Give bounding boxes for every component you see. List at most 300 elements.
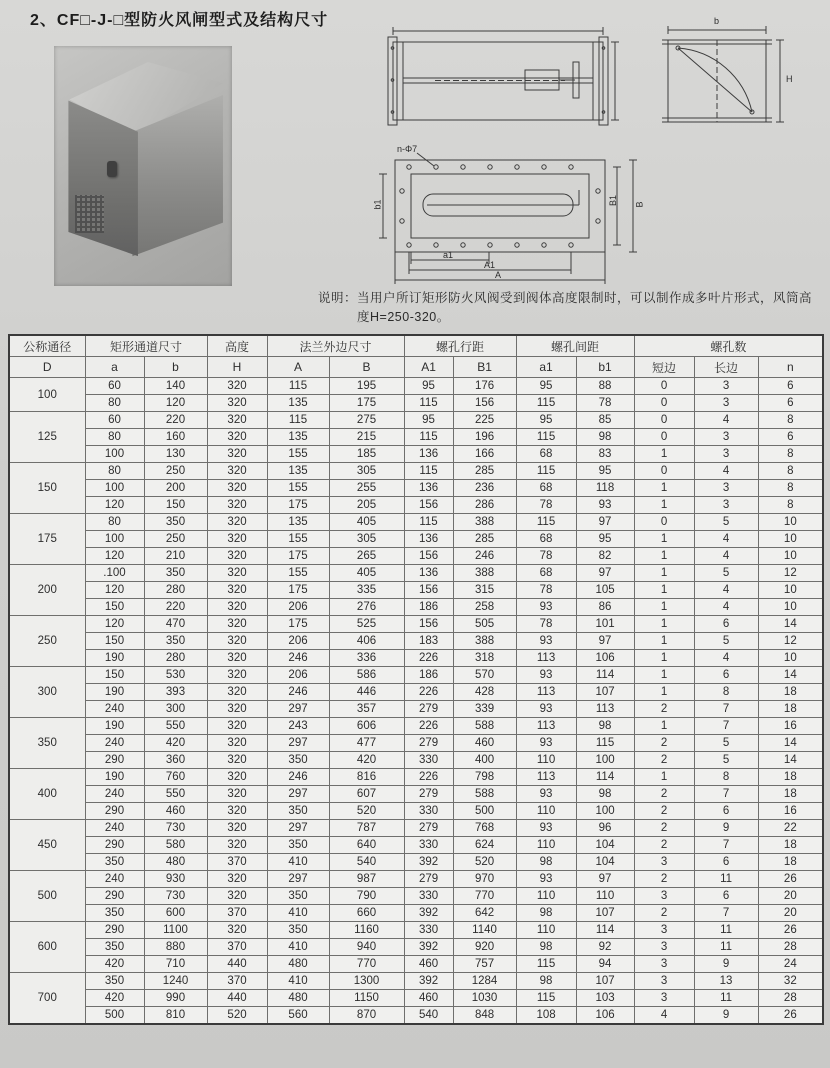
table-cell: 6	[758, 429, 823, 446]
table-cell: 95	[404, 378, 453, 395]
table-cell: 3	[634, 922, 694, 939]
table-cell: 100	[85, 480, 144, 497]
table-cell: 757	[453, 956, 516, 973]
table-cell: 3	[694, 395, 758, 412]
table-cell: 768	[453, 820, 516, 837]
table-cell: 500	[85, 1007, 144, 1025]
table-cell: 243	[267, 718, 329, 735]
table-cell: 477	[329, 735, 404, 752]
table-cell: 93	[516, 820, 576, 837]
table-cell: 136	[404, 480, 453, 497]
table-cell: 2	[634, 871, 694, 888]
table-cell: 78	[516, 497, 576, 514]
header-A1: A1	[404, 357, 453, 378]
table-row	[9, 803, 823, 820]
table-cell: 848	[453, 1007, 516, 1025]
table-cell: 115	[516, 395, 576, 412]
table-cell: 320	[207, 701, 267, 718]
flange-dim-a1-label: a1	[443, 250, 454, 260]
table-cell: 560	[267, 1007, 329, 1025]
table-cell: 10	[758, 514, 823, 531]
table-cell: 240	[85, 735, 144, 752]
table-cell: 3	[634, 854, 694, 871]
table-cell: 420	[144, 735, 207, 752]
header-long-side: 长边	[694, 357, 758, 378]
table-cell: 520	[453, 854, 516, 871]
table-row	[9, 1007, 823, 1025]
table-cell: 113	[516, 769, 576, 786]
table-cell: 94	[576, 956, 634, 973]
table-cell: 250	[144, 463, 207, 480]
table-cell: 115	[516, 956, 576, 973]
table-cell: 246	[267, 684, 329, 701]
table-cell: 95	[576, 463, 634, 480]
table-cell: 12	[758, 633, 823, 650]
table-cell: 550	[144, 786, 207, 803]
table-cell: 320	[207, 837, 267, 854]
table-cell: 135	[267, 429, 329, 446]
diameter-cell: 150	[9, 463, 85, 514]
flange-dim-B-label: B	[634, 201, 645, 208]
table-cell: 255	[329, 480, 404, 497]
table-cell: 320	[207, 429, 267, 446]
table-cell: 0	[634, 378, 694, 395]
table-cell: 580	[144, 837, 207, 854]
diameter-cell: 200	[9, 565, 85, 616]
table-cell: 1	[634, 616, 694, 633]
table-cell: 110	[576, 888, 634, 905]
table-cell: 97	[576, 514, 634, 531]
table-cell: 196	[453, 429, 516, 446]
table-cell: 190	[85, 718, 144, 735]
table-cell: 175	[267, 616, 329, 633]
table-cell: 1	[634, 497, 694, 514]
table-row	[9, 378, 823, 395]
table-cell: 305	[329, 463, 404, 480]
table-cell: 98	[516, 939, 576, 956]
table-cell: 320	[207, 531, 267, 548]
table-cell: 155	[267, 531, 329, 548]
table-cell: 297	[267, 871, 329, 888]
table-cell: 97	[576, 871, 634, 888]
table-cell: 320	[207, 446, 267, 463]
table-cell: 624	[453, 837, 516, 854]
table-cell: 68	[516, 446, 576, 463]
table-row	[9, 871, 823, 888]
table-cell: 98	[576, 718, 634, 735]
table-cell: 280	[144, 650, 207, 667]
table-cell: 14	[758, 667, 823, 684]
table-cell: 4	[694, 412, 758, 429]
table-cell: 226	[404, 650, 453, 667]
table-cell: 388	[453, 565, 516, 582]
table-cell: 480	[267, 956, 329, 973]
table-cell: 97	[576, 565, 634, 582]
table-cell: 78	[576, 395, 634, 412]
table-cell: 114	[576, 922, 634, 939]
table-row	[9, 922, 823, 939]
table-cell: 297	[267, 820, 329, 837]
table-cell: 13	[694, 973, 758, 990]
table-cell: 86	[576, 599, 634, 616]
table-cell: 98	[516, 854, 576, 871]
header-row-groups	[9, 335, 823, 357]
table-cell: 6	[694, 888, 758, 905]
table-cell: 760	[144, 769, 207, 786]
table-cell: 78	[516, 582, 576, 599]
table-cell: 10	[758, 582, 823, 599]
table-cell: 607	[329, 786, 404, 803]
table-cell: 6	[694, 803, 758, 820]
table-cell: 405	[329, 565, 404, 582]
table-cell: 82	[576, 548, 634, 565]
table-cell: 6	[758, 395, 823, 412]
table-cell: 320	[207, 871, 267, 888]
table-cell: 16	[758, 803, 823, 820]
table-cell: 930	[144, 871, 207, 888]
header-short-side: 短边	[634, 357, 694, 378]
table-cell: 370	[207, 854, 267, 871]
table-cell: 10	[758, 548, 823, 565]
table-cell: 320	[207, 548, 267, 565]
table-cell: 220	[144, 412, 207, 429]
table-cell: 550	[144, 718, 207, 735]
flange-dim-A1-label: A1	[484, 260, 496, 270]
table-cell: 290	[85, 888, 144, 905]
table-cell: 93	[516, 735, 576, 752]
table-cell: 730	[144, 820, 207, 837]
table-cell: 240	[85, 871, 144, 888]
table-cell: 336	[329, 650, 404, 667]
header-n: n	[758, 357, 823, 378]
note-text: 当用户所订矩形防火风阀受到阀体高度限制时，可以制作成多叶片形式，风筒高度H=250-320。	[357, 291, 813, 325]
table-cell: 1	[634, 531, 694, 548]
table-cell: 470	[144, 616, 207, 633]
table-cell: 320	[207, 378, 267, 395]
header-b: b	[144, 357, 207, 378]
table-cell: 388	[453, 514, 516, 531]
table-cell: 320	[207, 735, 267, 752]
table-cell: 98	[516, 973, 576, 990]
table-cell: 93	[516, 701, 576, 718]
table-cell: 320	[207, 684, 267, 701]
table-cell: 135	[267, 463, 329, 480]
table-cell: 300	[144, 701, 207, 718]
table-cell: 106	[576, 1007, 634, 1025]
table-cell: 120	[85, 582, 144, 599]
table-cell: 4	[694, 582, 758, 599]
table-row	[9, 854, 823, 871]
table-cell: 9	[694, 956, 758, 973]
table-cell: 200	[144, 480, 207, 497]
table-row	[9, 395, 823, 412]
table-cell: 110	[516, 752, 576, 769]
table-cell: 460	[453, 735, 516, 752]
table-cell: 7	[694, 905, 758, 922]
end-view-svg	[648, 22, 798, 140]
table-cell: 4	[694, 531, 758, 548]
table-cell: 406	[329, 633, 404, 650]
table-cell: 18	[758, 854, 823, 871]
header-D: D	[9, 357, 85, 378]
table-cell: 225	[453, 412, 516, 429]
table-cell: 98	[516, 905, 576, 922]
table-cell: 987	[329, 871, 404, 888]
table-row	[9, 837, 823, 854]
table-cell: 12	[758, 565, 823, 582]
table-cell: 1	[634, 446, 694, 463]
table-cell: 7	[694, 718, 758, 735]
table-row	[9, 939, 823, 956]
table-cell: 115	[404, 429, 453, 446]
table-cell: 93	[516, 871, 576, 888]
table-cell: 320	[207, 395, 267, 412]
table-cell: 730	[144, 888, 207, 905]
table-cell: 115	[516, 463, 576, 480]
table-cell: 26	[758, 1007, 823, 1025]
table-cell: 183	[404, 633, 453, 650]
table-cell: 120	[85, 548, 144, 565]
table-cell: 320	[207, 497, 267, 514]
table-cell: 370	[207, 905, 267, 922]
table-cell: 1	[634, 633, 694, 650]
table-cell: 290	[85, 752, 144, 769]
table-cell: 206	[267, 667, 329, 684]
table-cell: 480	[267, 990, 329, 1007]
table-cell: 320	[207, 565, 267, 582]
table-cell: 1160	[329, 922, 404, 939]
table-cell: 1284	[453, 973, 516, 990]
table-cell: 258	[453, 599, 516, 616]
table-cell: 220	[144, 599, 207, 616]
table-cell: 190	[85, 769, 144, 786]
table-cell: 93	[516, 633, 576, 650]
table-cell: 320	[207, 599, 267, 616]
table-cell: 2	[634, 786, 694, 803]
table-cell: 8	[694, 769, 758, 786]
table-cell: 110	[516, 888, 576, 905]
table-cell: 350	[267, 803, 329, 820]
table-cell: 350	[144, 633, 207, 650]
header-hole-count: 螺孔数	[634, 335, 823, 357]
table-cell: 3	[694, 378, 758, 395]
table-cell: 96	[576, 820, 634, 837]
table-cell: 115	[516, 514, 576, 531]
table-row	[9, 769, 823, 786]
diameter-cell: 250	[9, 616, 85, 667]
table-cell: 115	[404, 463, 453, 480]
table-cell: 297	[267, 735, 329, 752]
table-cell: 500	[453, 803, 516, 820]
table-cell: 790	[329, 888, 404, 905]
table-cell: 5	[694, 735, 758, 752]
table-cell: 290	[85, 803, 144, 820]
table-cell: 140	[144, 378, 207, 395]
table-row	[9, 718, 823, 735]
table-cell: 156	[404, 548, 453, 565]
table-cell: 107	[576, 905, 634, 922]
table-cell: 104	[576, 854, 634, 871]
table-cell: 290	[85, 837, 144, 854]
table-cell: 136	[404, 446, 453, 463]
table-cell: 1140	[453, 922, 516, 939]
table-cell: 113	[576, 701, 634, 718]
table-cell: 320	[207, 803, 267, 820]
table-cell: 393	[144, 684, 207, 701]
table-cell: 68	[516, 565, 576, 582]
table-cell: 290	[85, 922, 144, 939]
table-cell: 2	[634, 735, 694, 752]
table-cell: 8	[758, 497, 823, 514]
table-cell: 7	[694, 837, 758, 854]
table-cell: 190	[85, 650, 144, 667]
table-cell: 297	[267, 701, 329, 718]
table-row	[9, 412, 823, 429]
table-cell: 108	[516, 1007, 576, 1025]
table-cell: 105	[576, 582, 634, 599]
table-cell: 114	[576, 769, 634, 786]
table-row	[9, 701, 823, 718]
table-cell: 1100	[144, 922, 207, 939]
header-nominal-diameter: 公称通径	[9, 335, 85, 357]
table-cell: 279	[404, 735, 453, 752]
table-cell: 98	[576, 429, 634, 446]
table-cell: 1	[634, 769, 694, 786]
table-cell: 136	[404, 565, 453, 582]
table-cell: 320	[207, 769, 267, 786]
table-cell: 166	[453, 446, 516, 463]
table-cell: 770	[329, 956, 404, 973]
table-cell: 3	[634, 990, 694, 1007]
table-cell: 520	[329, 803, 404, 820]
table-row	[9, 480, 823, 497]
table-row	[9, 463, 823, 480]
table-cell: 350	[144, 514, 207, 531]
table-cell: 4	[694, 463, 758, 480]
table-cell: 970	[453, 871, 516, 888]
table-row	[9, 888, 823, 905]
header-B1: B1	[453, 357, 516, 378]
table-cell: 115	[267, 378, 329, 395]
table-cell: 360	[144, 752, 207, 769]
table-cell: 240	[85, 701, 144, 718]
table-cell: 236	[453, 480, 516, 497]
table-cell: 136	[404, 531, 453, 548]
table-cell: 400	[453, 752, 516, 769]
table-cell: 18	[758, 769, 823, 786]
table-cell: 68	[516, 531, 576, 548]
table-cell: 350	[85, 973, 144, 990]
header-height: 高度	[207, 335, 267, 357]
table-cell: 1	[634, 718, 694, 735]
table-cell: 370	[207, 939, 267, 956]
table-cell: 606	[329, 718, 404, 735]
table-cell: 104	[576, 837, 634, 854]
table-cell: 60	[85, 412, 144, 429]
table-cell: 186	[404, 667, 453, 684]
table-row	[9, 599, 823, 616]
table-cell: 6	[694, 616, 758, 633]
table-row	[9, 990, 823, 1007]
table-cell: 9	[694, 820, 758, 837]
flange-dim-B1-label: B1	[608, 194, 619, 207]
header-hole-row-pitch: 螺孔行距	[404, 335, 516, 357]
table-cell: 8	[694, 684, 758, 701]
table-cell: 26	[758, 871, 823, 888]
table-cell: 320	[207, 718, 267, 735]
table-cell: 20	[758, 888, 823, 905]
table-cell: 95	[516, 412, 576, 429]
table-cell: 226	[404, 684, 453, 701]
table-cell: 11	[694, 871, 758, 888]
table-row	[9, 786, 823, 803]
table-cell: 160	[144, 429, 207, 446]
table-cell: 2	[634, 905, 694, 922]
table-cell: 246	[453, 548, 516, 565]
table-cell: 480	[144, 854, 207, 871]
table-cell: 280	[144, 582, 207, 599]
table-cell: 80	[85, 463, 144, 480]
table-cell: 100	[85, 531, 144, 548]
table-cell: 350	[267, 888, 329, 905]
table-cell: 156	[453, 395, 516, 412]
diameter-cell: 600	[9, 922, 85, 973]
table-cell: 318	[453, 650, 516, 667]
table-cell: 32	[758, 973, 823, 990]
table-cell: 540	[404, 1007, 453, 1025]
table-row	[9, 531, 823, 548]
table-cell: 226	[404, 769, 453, 786]
table-cell: 1	[634, 650, 694, 667]
table-cell: 150	[85, 599, 144, 616]
header-a: a	[85, 357, 144, 378]
table-row	[9, 735, 823, 752]
table-cell: 1	[634, 684, 694, 701]
table-cell: 370	[207, 973, 267, 990]
table-cell: 460	[144, 803, 207, 820]
table-cell: 3	[694, 497, 758, 514]
table-cell: 588	[453, 786, 516, 803]
header-H: H	[207, 357, 267, 378]
table-cell: 320	[207, 633, 267, 650]
table-cell: 279	[404, 786, 453, 803]
table-cell: 226	[404, 718, 453, 735]
table-cell: 155	[267, 480, 329, 497]
end-view-dim-b-label: b	[714, 16, 720, 26]
table-cell: 206	[267, 599, 329, 616]
table-cell: 410	[267, 905, 329, 922]
table-cell: 2	[634, 837, 694, 854]
table-cell: 440	[207, 990, 267, 1007]
table-cell: 93	[516, 786, 576, 803]
table-row	[9, 633, 823, 650]
table-cell: 10	[758, 650, 823, 667]
table-cell: 3	[634, 888, 694, 905]
table-cell: 95	[576, 531, 634, 548]
diameter-cell: 100	[9, 378, 85, 412]
table-cell: 215	[329, 429, 404, 446]
table-cell: 5	[694, 514, 758, 531]
table-row	[9, 548, 823, 565]
table-cell: 320	[207, 922, 267, 939]
table-cell: 6	[694, 667, 758, 684]
table-cell: 95	[516, 378, 576, 395]
table-cell: 880	[144, 939, 207, 956]
table-cell: 11	[694, 922, 758, 939]
table-cell: 350	[85, 854, 144, 871]
table-cell: 640	[329, 837, 404, 854]
table-cell: 113	[516, 684, 576, 701]
